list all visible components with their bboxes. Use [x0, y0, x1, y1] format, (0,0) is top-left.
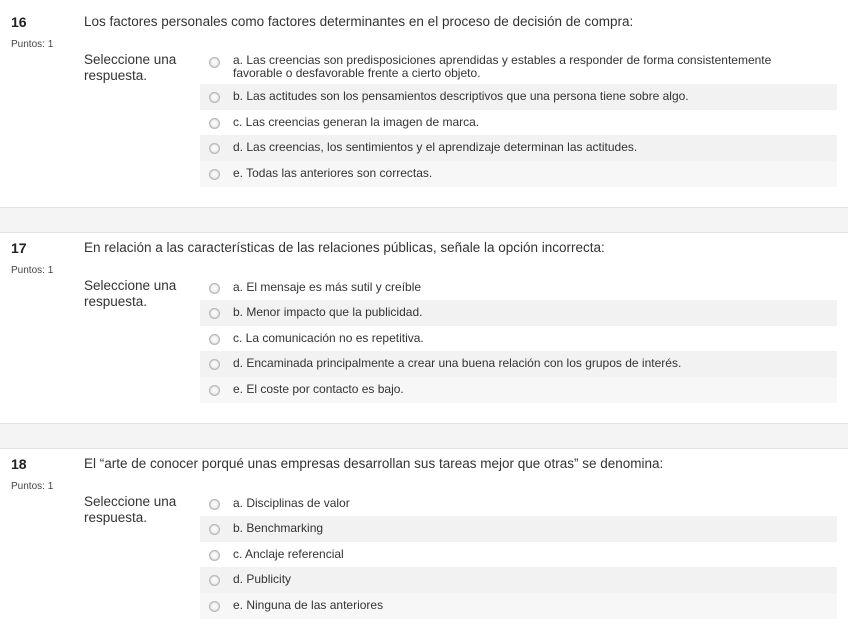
radio-button-icon[interactable] [209, 601, 220, 612]
answer-option-d[interactable] [200, 135, 837, 161]
answer-label: e. El coste por contacto es bajo. [233, 382, 404, 396]
radio-button-icon[interactable] [209, 57, 220, 68]
answer-label: b. Menor impacto que la publicidad. [233, 305, 423, 319]
answer-label: a. El mensaje es más sutil y creíble [233, 280, 422, 294]
answer-option-e[interactable] [200, 161, 837, 187]
answer-option-d[interactable] [200, 567, 837, 593]
radio-button-icon[interactable] [209, 359, 220, 370]
radio-button-icon[interactable] [209, 118, 220, 129]
answer-option-b[interactable] [200, 300, 837, 326]
question-separator [0, 207, 848, 233]
radio-button-icon[interactable] [209, 499, 220, 510]
answer-label: c. Anclaje referencial [233, 547, 344, 561]
answer-label: d. Publicity [233, 572, 292, 586]
radio-button-icon[interactable] [209, 92, 220, 103]
answer-option-e[interactable] [200, 377, 837, 403]
radio-button-icon[interactable] [209, 385, 220, 396]
answer-prompt: Seleccione una respuesta. [84, 278, 177, 309]
answer-label: d. Encaminada principalmente a crear una buena relación con los grupos de interés. [233, 356, 682, 370]
answer-label: e. Ninguna de las anteriores [233, 598, 384, 612]
answer-label: e. Todas las anteriores son correctas. [233, 166, 433, 180]
question-18 [0, 456, 848, 621]
answer-option-d[interactable] [200, 351, 837, 377]
question-points: Puntos: 1 [11, 481, 54, 492]
answer-label: d. Las creencias, los sentimientos y el aprendizaje determinan las actitudes. [233, 140, 638, 154]
answer-label: a. Las creencias son predisposiciones aprendidas y estables a responder de forma consistentemente favorable o desfavorable frente a cierto objeto. [233, 53, 772, 80]
radio-button-icon[interactable] [209, 143, 220, 154]
question-text: El “arte de conocer porqué unas empresas desarrollan sus tareas mejor que otras” se denomina: [84, 456, 664, 471]
radio-button-icon[interactable] [209, 283, 220, 294]
radio-button-icon[interactable] [209, 575, 220, 586]
answer-option-c[interactable] [200, 542, 837, 567]
answer-option-a[interactable] [200, 275, 837, 300]
answer-option-b[interactable] [200, 516, 837, 542]
question-separator [0, 423, 848, 449]
answer-label: c. La comunicación no es repetitiva. [233, 331, 424, 345]
question-number: 16 [11, 14, 27, 30]
answer-option-e[interactable] [200, 593, 837, 619]
question-number: 18 [11, 456, 27, 472]
answer-option-c[interactable] [200, 110, 837, 135]
answer-label: b. Benchmarking [233, 521, 324, 535]
answer-prompt: Seleccione una respuesta. [84, 52, 177, 83]
answer-option-c[interactable] [200, 326, 837, 351]
answer-label: c. Las creencias generan la imagen de marca. [233, 115, 480, 129]
answer-option-a[interactable] [200, 491, 837, 516]
answer-list [200, 491, 837, 619]
question-text: En relación a las características de las relaciones públicas, señale la opción incorrecta: [84, 240, 605, 255]
answer-label: a. Disciplinas de valor [233, 496, 350, 510]
answer-prompt: Seleccione una respuesta. [84, 494, 177, 525]
radio-button-icon[interactable] [209, 334, 220, 345]
answer-list [200, 275, 837, 403]
answer-option-b[interactable] [200, 84, 837, 110]
question-text: Los factores personales como factores determinantes en el proceso de decisión de compra: [84, 14, 634, 29]
question-points: Puntos: 1 [11, 265, 54, 276]
radio-button-icon[interactable] [209, 550, 220, 561]
question-16 [0, 14, 848, 194]
answer-option-a[interactable] [200, 49, 837, 84]
radio-button-icon[interactable] [209, 169, 220, 180]
radio-button-icon[interactable] [209, 308, 220, 319]
radio-button-icon[interactable] [209, 524, 220, 535]
answer-list [200, 49, 837, 187]
answer-label: b. Las actitudes son los pensamientos descriptivos que una persona tiene sobre algo. [233, 89, 689, 103]
question-number: 17 [11, 240, 27, 256]
question-points: Puntos: 1 [11, 39, 54, 50]
question-17 [0, 240, 848, 405]
